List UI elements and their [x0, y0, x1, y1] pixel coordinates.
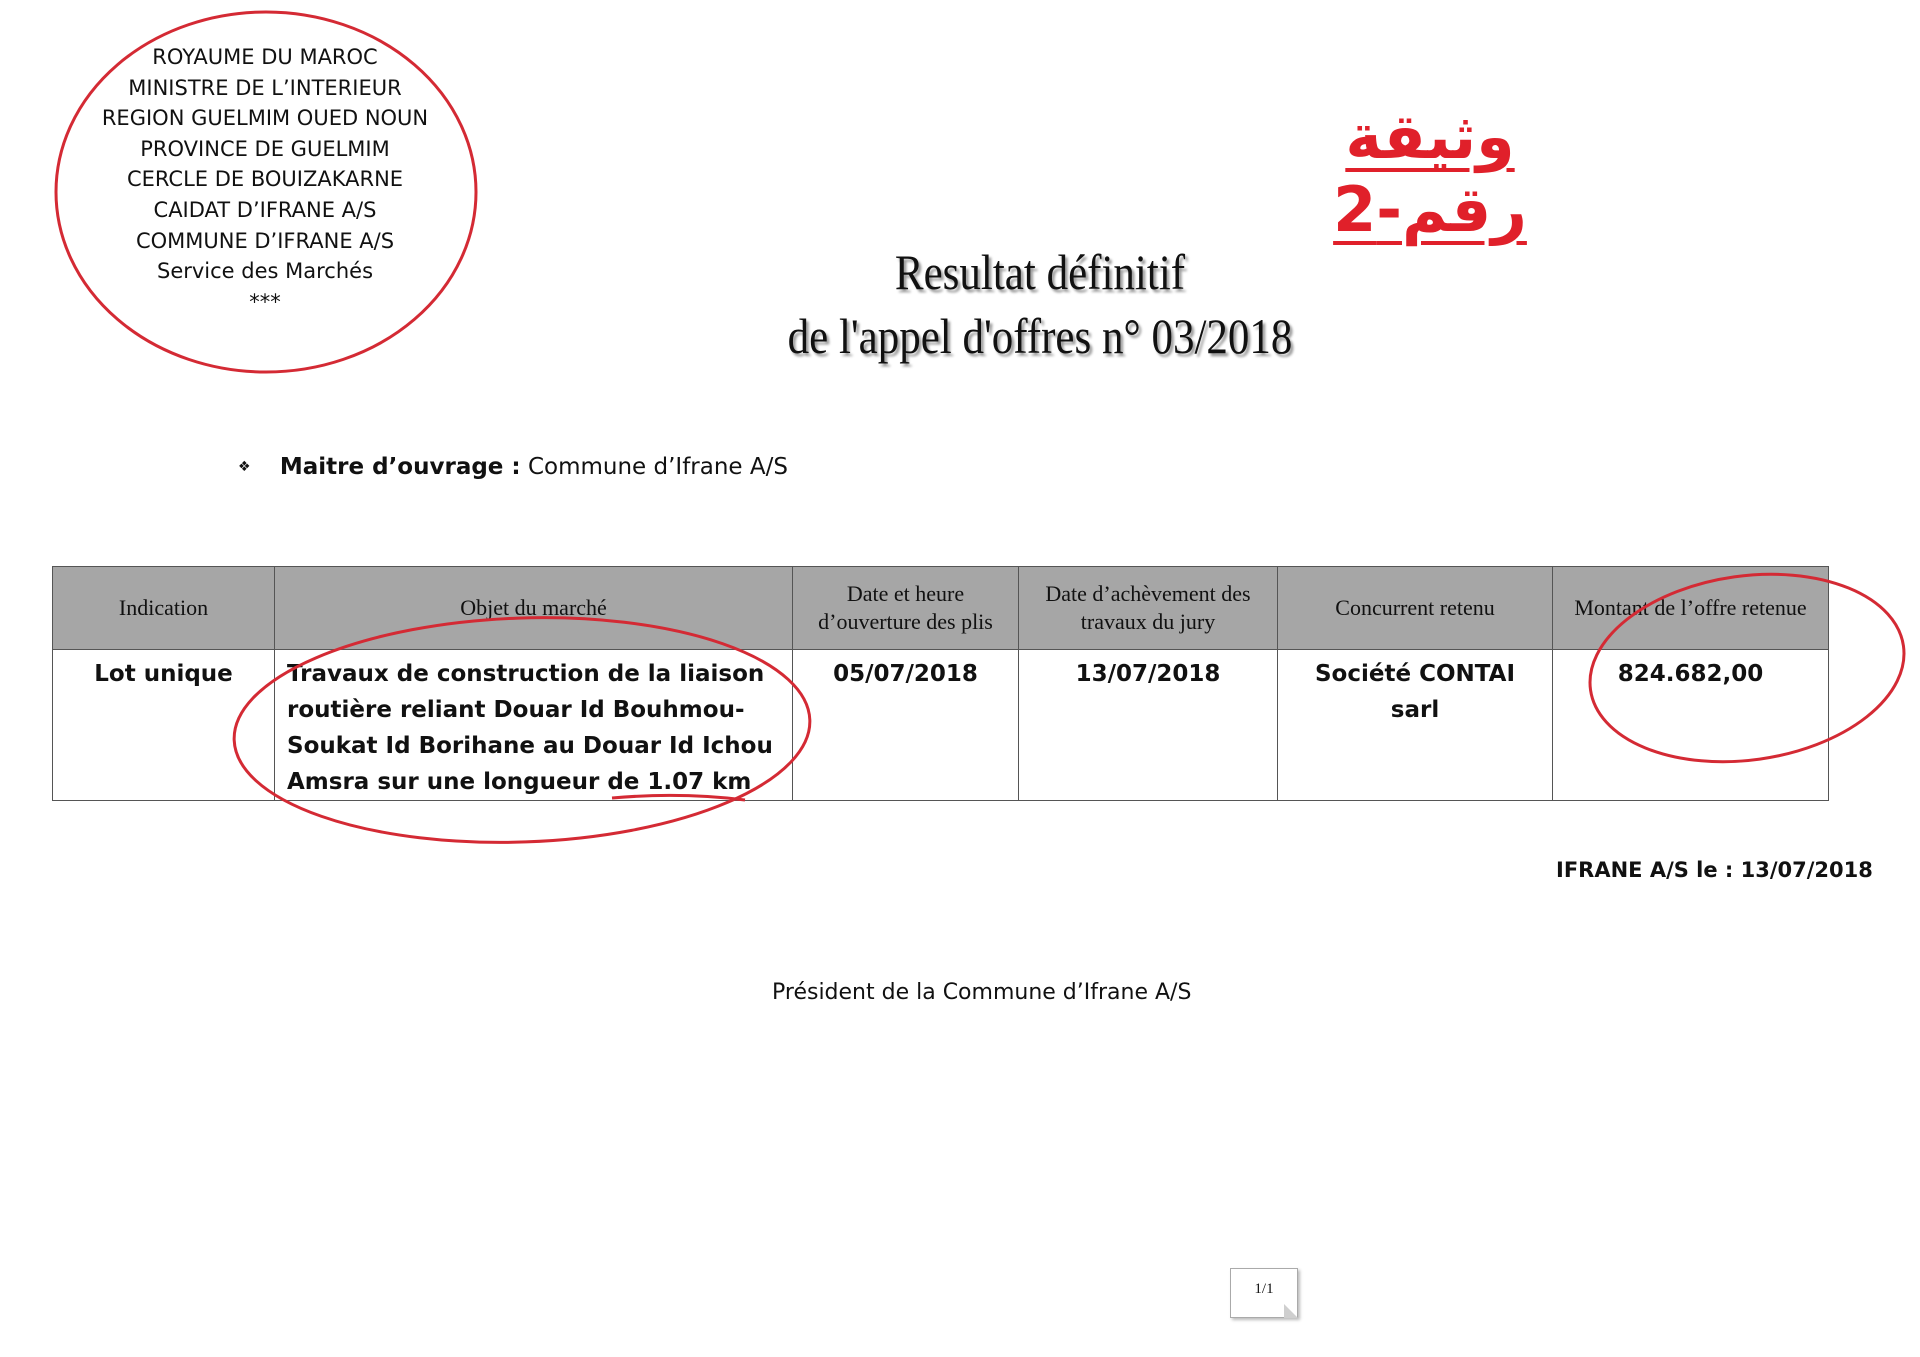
maitre-ouvrage-value: Commune d’Ifrane A/S [527, 454, 788, 480]
place-date-line: IFRANE A/S le : 13/07/2018 [1556, 858, 1873, 882]
header-line: COMMUNE D’IFRANE A/S [135, 228, 395, 253]
cell-montant: 824.682,00 [1553, 650, 1829, 801]
results-table [52, 566, 1829, 801]
bullet-icon: ❖ [238, 459, 251, 475]
page-number-box [1230, 1268, 1298, 1318]
title-line-1: Resultat définitif [894, 244, 1186, 300]
header-line: ROYAUME DU MAROC [152, 45, 378, 69]
column-header-date-ouverture: Date et heure d’ouverture des plis [793, 567, 1019, 650]
column-header-concurrent: Concurrent retenu [1278, 567, 1553, 650]
page-fold-icon [1284, 1304, 1298, 1318]
column-header-montant: Montant de l’offre retenue [1553, 567, 1829, 650]
title-line-2: de l'appel d'offres n° 03/2018 [787, 308, 1293, 364]
cell-date-achevement: 13/07/2018 [1019, 650, 1278, 801]
page-number: 1/1 [1254, 1281, 1274, 1297]
cell-objet: Travaux de construction de la liaison routière reliant Douar Id Bouhmou-Soukat Id Borihane au Douar Id Ichou Amsra sur une longueur de 1.07 km [275, 650, 793, 801]
header-line: *** [249, 289, 281, 314]
cell-indication: Lot unique [53, 650, 275, 801]
table-header-row [53, 567, 1829, 650]
column-header-objet: Objet du marché [275, 567, 793, 650]
header-line: PROVINCE DE GUELMIM [140, 136, 390, 161]
header-line: CERCLE DE BOUIZAKARNE [126, 167, 404, 192]
cell-date-ouverture: 05/07/2018 [793, 650, 1019, 801]
maitre-ouvrage [238, 454, 788, 480]
header-line: CAIDAT D’IFRANE A/S [153, 197, 377, 222]
maitre-ouvrage-label: Maitre d’ouvrage : [279, 454, 521, 480]
column-header-indication: Indication [53, 567, 275, 650]
table-row [53, 650, 1829, 801]
document-title [679, 240, 1401, 368]
header-line: REGION GUELMIM OUED NOUN [101, 106, 429, 131]
document-number-label: وثيقة رقم-2 [1333, 100, 1527, 246]
column-header-date-achevement: Date d’achèvement des travaux du jury [1019, 567, 1278, 650]
signatory-title: Président de la Commune d’Ifrane A/S [772, 980, 1192, 1005]
header-line: MINISTRE DE L’INTERIEUR [128, 75, 402, 100]
header-line: Service des Marchés [156, 259, 374, 284]
cell-concurrent: Société CONTAI sarl [1278, 650, 1553, 801]
issuer-header [60, 42, 470, 317]
